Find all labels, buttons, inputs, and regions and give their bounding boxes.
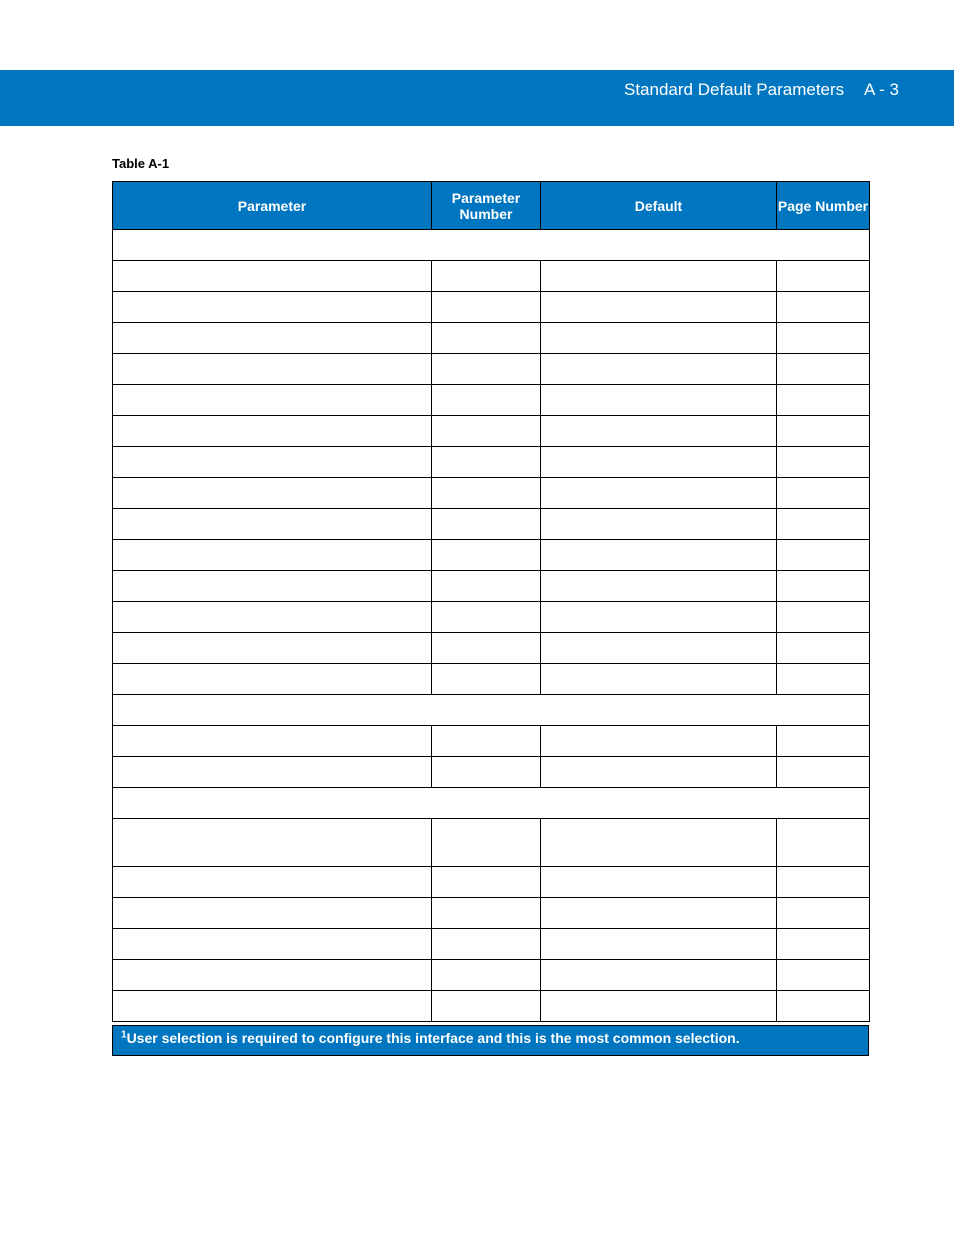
table-cell (113, 991, 432, 1022)
table-cell (541, 602, 777, 633)
table-row (113, 664, 870, 695)
table-cell (113, 960, 432, 991)
section-cell (113, 788, 870, 819)
table-cell (541, 354, 777, 385)
table-cell (113, 261, 432, 292)
table-cell (113, 478, 432, 509)
table-cell (541, 898, 777, 929)
table-cell (777, 509, 870, 540)
table-cell (432, 540, 541, 571)
table-cell (432, 819, 541, 867)
footnote-text: User selection is required to configure this interface and this is the most common selection. (126, 1030, 740, 1046)
parameter-table (112, 181, 870, 1022)
table-row (113, 447, 870, 478)
table-cell (113, 571, 432, 602)
table-cell (541, 867, 777, 898)
table-footnote (112, 1025, 869, 1056)
section-row (113, 230, 870, 261)
table-row (113, 354, 870, 385)
table-cell (541, 323, 777, 354)
column-header-default: Default (541, 182, 777, 230)
table-row (113, 960, 870, 991)
column-header-page-number: Page Number (777, 182, 870, 230)
table-cell (113, 540, 432, 571)
table-row (113, 819, 870, 867)
table-cell (777, 602, 870, 633)
table-cell (777, 354, 870, 385)
table-row (113, 323, 870, 354)
table-cell (777, 540, 870, 571)
table-cell (541, 664, 777, 695)
table-cell (432, 757, 541, 788)
section-row (113, 788, 870, 819)
table-cell (777, 385, 870, 416)
table-row (113, 991, 870, 1022)
table-cell (541, 991, 777, 1022)
table-cell (777, 819, 870, 867)
table-cell (541, 960, 777, 991)
table-cell (777, 416, 870, 447)
table-cell (113, 416, 432, 447)
table-cell (777, 292, 870, 323)
table-cell (432, 478, 541, 509)
table-row (113, 898, 870, 929)
table-caption: Table A-1 (112, 156, 170, 171)
page-number: A - 3 (864, 80, 899, 99)
table-cell (432, 323, 541, 354)
table-cell (541, 509, 777, 540)
table-row (113, 633, 870, 664)
table-cell (777, 323, 870, 354)
table-cell (777, 261, 870, 292)
table-cell (113, 447, 432, 478)
table-cell (777, 571, 870, 602)
table-cell (541, 540, 777, 571)
table-cell (541, 929, 777, 960)
table-cell (541, 385, 777, 416)
table-row (113, 571, 870, 602)
table-row (113, 726, 870, 757)
table-cell (432, 867, 541, 898)
running-header-title: Standard Default Parameters (624, 80, 845, 99)
table-row (113, 509, 870, 540)
table-cell (432, 354, 541, 385)
table-cell (541, 819, 777, 867)
table-row (113, 602, 870, 633)
section-row (113, 695, 870, 726)
table-row (113, 540, 870, 571)
table-cell (777, 929, 870, 960)
table-cell (541, 571, 777, 602)
table-cell (113, 664, 432, 695)
table-cell (113, 509, 432, 540)
table-cell (432, 633, 541, 664)
table-row (113, 929, 870, 960)
table-cell (113, 726, 432, 757)
table-cell (541, 726, 777, 757)
table-cell (113, 757, 432, 788)
table-cell (541, 633, 777, 664)
table-cell (432, 898, 541, 929)
table-row (113, 867, 870, 898)
table-cell (432, 261, 541, 292)
table-cell (777, 960, 870, 991)
column-header-parameter-number: Parameter Number (432, 182, 541, 230)
table-cell (432, 447, 541, 478)
table-cell (113, 867, 432, 898)
table-cell (113, 292, 432, 323)
table-cell (541, 757, 777, 788)
table-cell (777, 478, 870, 509)
table-cell (777, 633, 870, 664)
table-cell (113, 354, 432, 385)
table-row (113, 292, 870, 323)
table-cell (432, 929, 541, 960)
table-cell (432, 571, 541, 602)
section-cell (113, 695, 870, 726)
table-cell (432, 726, 541, 757)
table-row (113, 385, 870, 416)
table-cell (113, 898, 432, 929)
table-cell (113, 929, 432, 960)
table-cell (432, 602, 541, 633)
table-cell (113, 385, 432, 416)
table-header-row (113, 182, 870, 230)
table-row (113, 261, 870, 292)
column-header-parameter: Parameter (113, 182, 432, 230)
table-cell (113, 633, 432, 664)
table-cell (432, 991, 541, 1022)
table-cell (541, 261, 777, 292)
table-cell (777, 726, 870, 757)
table-cell (432, 416, 541, 447)
table-row (113, 416, 870, 447)
table-cell (541, 478, 777, 509)
table-cell (777, 991, 870, 1022)
table-cell (541, 292, 777, 323)
table-cell (113, 602, 432, 633)
table-cell (113, 323, 432, 354)
table-cell (777, 447, 870, 478)
table-cell (432, 664, 541, 695)
section-cell (113, 230, 870, 261)
table-cell (113, 819, 432, 867)
table-cell (432, 509, 541, 540)
table-cell (432, 960, 541, 991)
footnote-marker: 1 (121, 1029, 127, 1041)
table-row (113, 478, 870, 509)
table-cell (541, 447, 777, 478)
table-cell (777, 664, 870, 695)
table-cell (777, 867, 870, 898)
table-cell (777, 757, 870, 788)
table-cell (432, 385, 541, 416)
table-cell (432, 292, 541, 323)
table-cell (541, 416, 777, 447)
table-row (113, 757, 870, 788)
table-cell (777, 898, 870, 929)
